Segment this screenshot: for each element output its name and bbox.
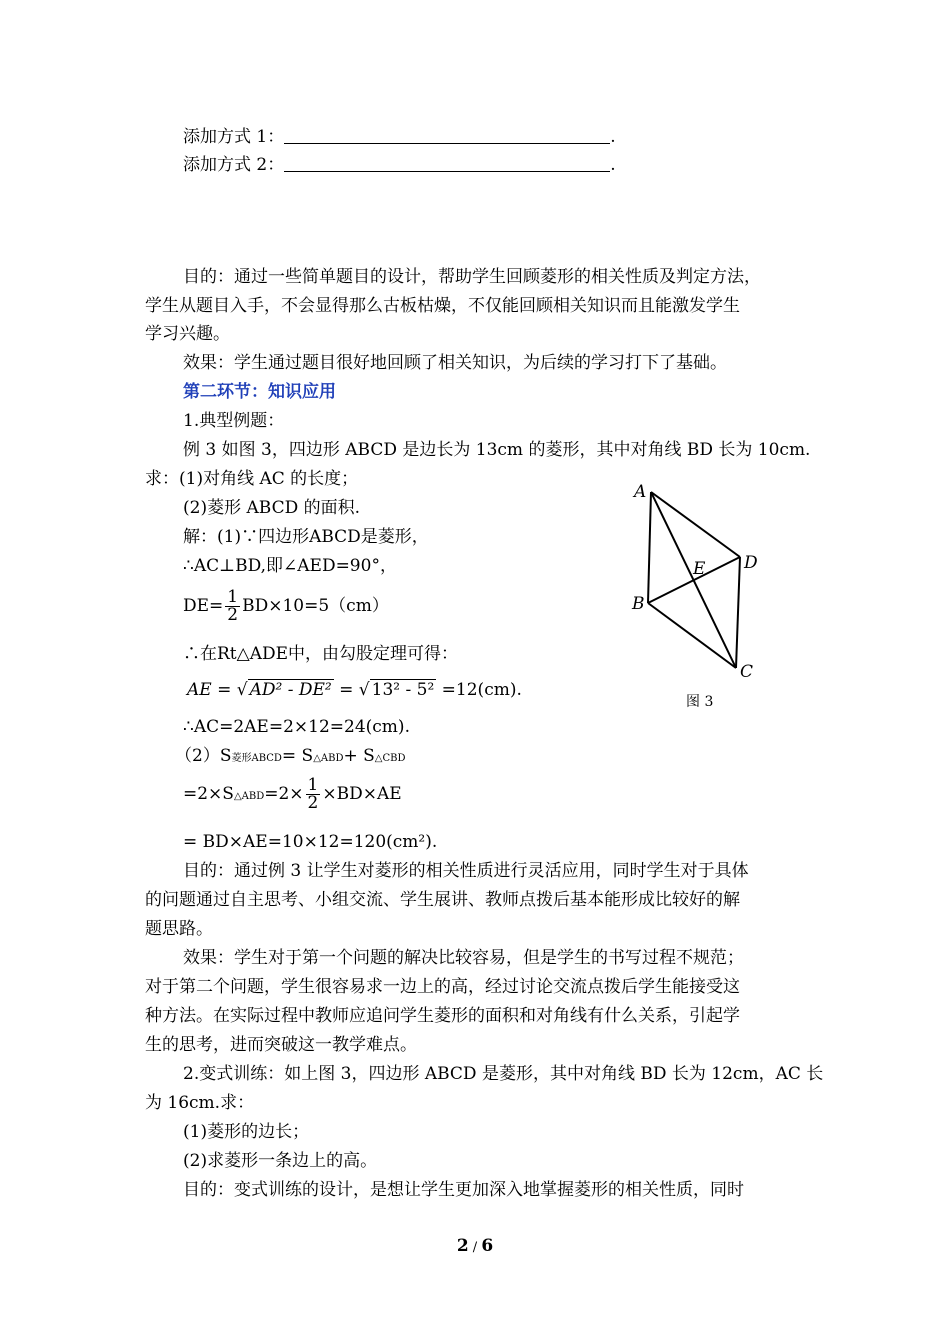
ae-result: =12(cm). <box>436 680 522 700</box>
fraction-denominator-2: 2 <box>307 793 319 813</box>
example-purpose-3: 题思路。 <box>145 919 213 939</box>
vertex-label-a: A <box>634 482 647 502</box>
vertex-label-e: E <box>693 559 706 579</box>
solution-de-suffix: BD×10=5（cm） <box>242 596 389 616</box>
area-equals: = S <box>281 746 314 766</box>
sqrt-sign-icon: √ <box>236 680 248 700</box>
ae-sqrt-1: AD² - DE² <box>249 680 332 700</box>
area2-suffix: ×BD×AE <box>322 784 402 804</box>
variation-question-1: (1)菱形的边长； <box>183 1122 310 1142</box>
solution-area-2 <box>183 777 402 812</box>
solution-line-4: ∴在Rt△ADE中，由勾股定理可得： <box>183 644 459 664</box>
add-method-1-label: 添加方式 1： <box>183 127 285 147</box>
edge-bc <box>648 603 736 668</box>
add-method-2-blank[interactable] <box>284 154 610 172</box>
section-heading: 第二环节：知识应用 <box>183 382 336 402</box>
example3-line-1: 例 3 如图 3，四边形 ABCD 是边长为 13cm 的菱形，其中对角线 BD 长为 10cm. <box>183 440 811 460</box>
example-effect-4: 生的思考，进而突破这一教学难点。 <box>145 1035 417 1055</box>
area-s-label: （2）S <box>175 746 232 766</box>
add-method-2-label: 添加方式 2： <box>183 155 285 175</box>
add-method-2: 添加方式 2： . <box>183 155 616 175</box>
edge-dc <box>736 557 740 668</box>
typical-example-label: 1.典型例题： <box>183 411 285 431</box>
solution-line-1: 解：(1)∵四边形ABCD是菱形， <box>183 527 429 547</box>
variation-line-2: 为 16cm.求： <box>145 1093 255 1113</box>
solution-area-3: = BD×AE=10×12=120(cm²). <box>183 832 438 852</box>
edge-ab <box>648 492 651 603</box>
half-fraction <box>225 589 240 624</box>
example3-line-2: 求：(1)对角线 AC 的长度； <box>145 469 359 489</box>
area2-subscript: △ABD <box>233 791 265 802</box>
ae-sqrt-2: 13² - 5² <box>371 680 435 700</box>
example-purpose-1: 目的：通过例 3 让学生对菱形的相关性质进行灵活应用，同时学生对于具体 <box>183 861 749 881</box>
figure-caption: 图 3 <box>686 694 714 710</box>
area-subscript-rhombus: 菱形ABCD <box>231 753 282 764</box>
solution-de-prefix: DE= <box>183 596 224 616</box>
page-total: 6 <box>481 1236 494 1256</box>
rhombus-figure <box>626 478 776 722</box>
fraction-numerator: 1 <box>227 587 239 607</box>
edge-ad <box>651 492 740 557</box>
variation-purpose: 目的：变式训练的设计，是想让学生更加深入地掌握菱形的相关性质，同时 <box>183 1180 744 1200</box>
area-plus: + S <box>343 746 375 766</box>
solution-area-1 <box>175 745 406 770</box>
area-subscript-cbd: △CBD <box>374 753 406 764</box>
page-current: 2 <box>456 1236 469 1256</box>
ae-lhs: AE = <box>187 680 237 700</box>
solution-line-6: ∴AC=2AE=2×12=24(cm). <box>183 717 410 737</box>
vertex-label-c: C <box>740 662 754 682</box>
variation-question-2: (2)求菱形一条边上的高。 <box>183 1151 378 1171</box>
page-number <box>0 1236 950 1256</box>
add-method-1: 添加方式 1： . <box>183 127 616 147</box>
example-purpose-2: 的问题通过自主思考、小组交流、学生展讲、教师点拨后基本能形成比较好的解 <box>145 890 740 910</box>
add-method-1-blank[interactable] <box>284 126 610 144</box>
fraction-numerator-2: 1 <box>307 775 319 795</box>
rhombus-diagram <box>626 478 776 718</box>
page-separator: / <box>468 1240 482 1255</box>
solution-line-2: ∴AC⊥BD,即∠AED=90°， <box>183 556 397 576</box>
intro-purpose-2: 学生从题目入手，不会显得那么古板枯燥，不仅能回顾相关知识而且能激发学生 <box>145 296 740 316</box>
area2-prefix: =2×S <box>183 784 234 804</box>
intro-effect: 效果：学生通过题目很好地回顾了相关知识，为后续的学习打下了基础。 <box>183 353 727 373</box>
solution-de <box>183 589 389 624</box>
example-effect-1: 效果：学生对于第一个问题的解决比较容易，但是学生的书写过程不规范； <box>183 948 744 968</box>
solution-ae <box>187 679 522 701</box>
fraction-denominator: 2 <box>227 605 239 625</box>
sqrt-sign-icon: √ <box>358 680 370 700</box>
vertex-label-d: D <box>744 553 758 573</box>
vertex-label-b: B <box>632 594 645 614</box>
ae-equals: = <box>333 680 359 700</box>
half-fraction-2 <box>306 777 321 812</box>
example-effect-2: 对于第二个问题，学生很容易求一边上的高，经过讨论交流点拨后学生能接受这 <box>145 977 740 997</box>
example-effect-3: 种方法。在实际过程中教师应追问学生菱形的面积和对角线有什么关系，引起学 <box>145 1006 740 1026</box>
example3-line-3: (2)菱形 ABCD 的面积. <box>183 498 361 518</box>
intro-purpose-3: 学习兴趣。 <box>145 324 230 344</box>
intro-purpose-1: 目的：通过一些简单题目的设计，帮助学生回顾菱形的相关性质及判定方法， <box>183 267 761 287</box>
area2-times: =2× <box>264 784 304 804</box>
variation-line-1: 2.变式训练：如上图 3，四边形 ABCD 是菱形，其中对角线 BD 长为 12cm，AC 长 <box>183 1064 824 1084</box>
area-subscript-abd: △ABD <box>313 753 344 764</box>
